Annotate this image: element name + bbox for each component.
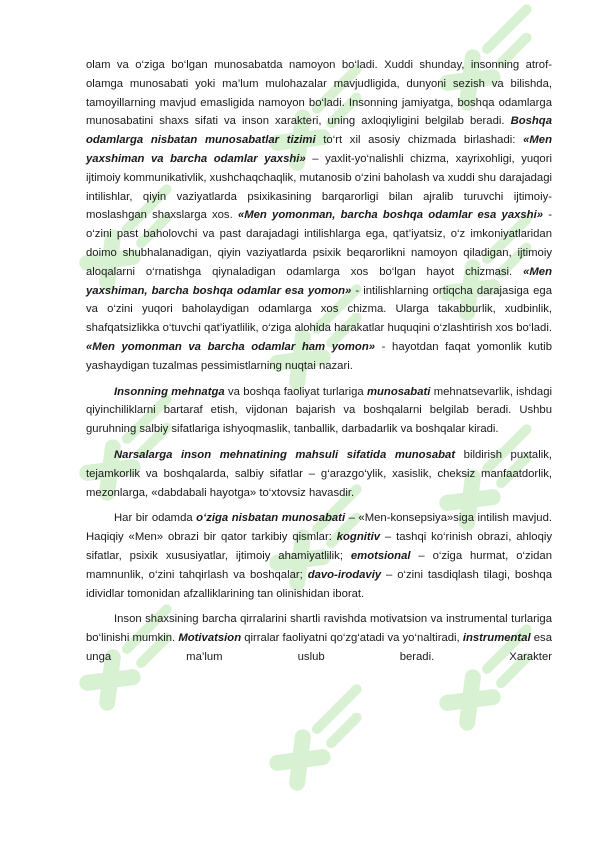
body-text: – yaxlit-yo‘nalishli chizma, xayrixohligi, yuqori ijtimoiy kommunikativlik, xushchaqchaqlik, mutanosib o‘zini baholash va xuddi shu darajadagi intilishlar, qiyin vaziyatlarda psixikasining barqarorligi bilan ajralib turuvchi ijtimoiy-moslashgan shaxslarga xos. [86, 152, 552, 222]
body-text: to‘rt xil asosiy chizmada birlashadi: [315, 134, 524, 147]
body-text: mehnatsevarlik, ishdagi qiyinchiliklarni bartaraf etish, vijdonan bajarish va boshqalarni belgilab beradi. Ushbu guruhning salbiy sifatlariga ishyoqmaslik, tanballik, darbadarlik va boshqalar kiradi. [86, 385, 552, 436]
emphasis-text: «Men yaxshiman va barcha odamlar yaxshi» [86, 134, 552, 165]
body-text: – o‘zini tasdiqlash tilagi, boshqa idividlar tomonidan afzalliklarining tan olinishidan iborat. [86, 568, 552, 600]
body-text: bildirish puxtalik, tejamkorlik va boshqalarda, salbiy sifatlar – g‘arazgo‘ylik, xasislik, cheksiz manfaatdorlik, mezonlarga, «dabdabali hayotga» to‘xtovsiz havasdir. [86, 448, 552, 499]
paragraph [86, 610, 552, 666]
emphasis-text: o‘ziga nisbatan munosabati [196, 512, 346, 525]
body-text: - o‘zini past baholovchi va past darajadagi intilishlarga ega, qat’iyatsiz, o‘z imkoniyatlaridan doimo shubhalanadigan, qiyin vaziyatlarda psixik beqarorlikni namoyon qiladigan, ijtimoiy aloqalarni o‘rnatishga qiynaladigan odamlarga xos bo‘lgan hayot chizmasi. [86, 209, 552, 278]
body-text: – o‘ziga hurmat, o‘zidan mamnunlik, o‘zini tahqirlash va boshqalar; [86, 549, 553, 581]
emphasis-text: kognitiv [336, 531, 381, 544]
emphasis-text: «Men yomonman, barcha boshqa odamlar esa yaxshi» [237, 209, 544, 222]
body-text: olam va o‘ziga bo‘lgan munosabatda namoyon bo‘ladi. Xuddi shunday, insonning atrof-olamga munosabati yoki ma’lum mulohazalar mavjudligida, dunyoni sezish va bilishda, tamoyillarning mavjud emasligida namoyon bo‘ladi. Insonning jamiyatga, boshqa odamlarga munosabatini shaxs sifati va inson xarakteri, uning axloqiyligini belgilab beradi. [86, 59, 552, 128]
emphasis-text: emotsional [350, 549, 411, 562]
paragraph [86, 56, 552, 376]
body-text: Har bir odamda [114, 512, 197, 525]
body-text: – «Men-konsepsiya»siga intilish mavjud. Haqiqiy «Men» obrazi bir qator tarkibiy qismlar: [86, 512, 552, 544]
body-text: Inson shaxsining barcha qirralarini shartli ravishda motivatsion va instrumental turlariga bo‘linishi mumkin. [86, 613, 552, 645]
emphasis-text: «Men yomonman va barcha odamlar ham yomon» [86, 340, 376, 353]
emphasis-text: instrumental [462, 632, 531, 645]
paragraph [86, 446, 552, 502]
body-text: - hayotdan faqat yomonlik kutib yashaydigan tuzalmas pessimistlarning nuqtai nazari. [86, 340, 552, 372]
emphasis-text: Motivatsion [178, 632, 242, 645]
emphasis-text: Narsalarga inson mehnatining mahsuli sifatida munosabat [114, 448, 456, 461]
body-text: va boshqa faoliyat turlariga [224, 385, 367, 398]
paragraph [86, 509, 552, 603]
document-page [86, 56, 552, 674]
emphasis-text: munosabati [366, 385, 431, 398]
body-text: esa unga ma’lum uslub beradi. Xarakter [86, 632, 552, 663]
body-text: - intilishlarning ortiqcha darajasiga ega va o‘zini yuqori baholaydigan odamlarga xos chizma. Ularga takabburlik, xudbinlik, shafqatsizlikka o‘tuvchi qat’iyatlilik, o‘ziga alohida harakatlar huquqini o‘zlashtirish xos bo‘ladi. [86, 284, 552, 335]
emphasis-text: Boshqa odamlarga nisbatan munosabatlar tizimi [86, 115, 552, 147]
emphasis-text: «Men yaxshiman, barcha boshqa odamlar esa yomon» [86, 265, 552, 297]
body-text: qirralar faoliyatni qo‘zg‘atadi va yo‘naltiradi, [241, 632, 463, 645]
emphasis-text: Insonning mehnatga [114, 385, 225, 398]
body-text: – tashqi ko‘rinish obrazi, ahloqiy sifatlar, psixik xususiyatlar, ijtimoiy ahamiyatlilik; [86, 531, 553, 562]
paragraph [86, 383, 552, 439]
emphasis-text: davo-irodaviy [307, 568, 382, 581]
